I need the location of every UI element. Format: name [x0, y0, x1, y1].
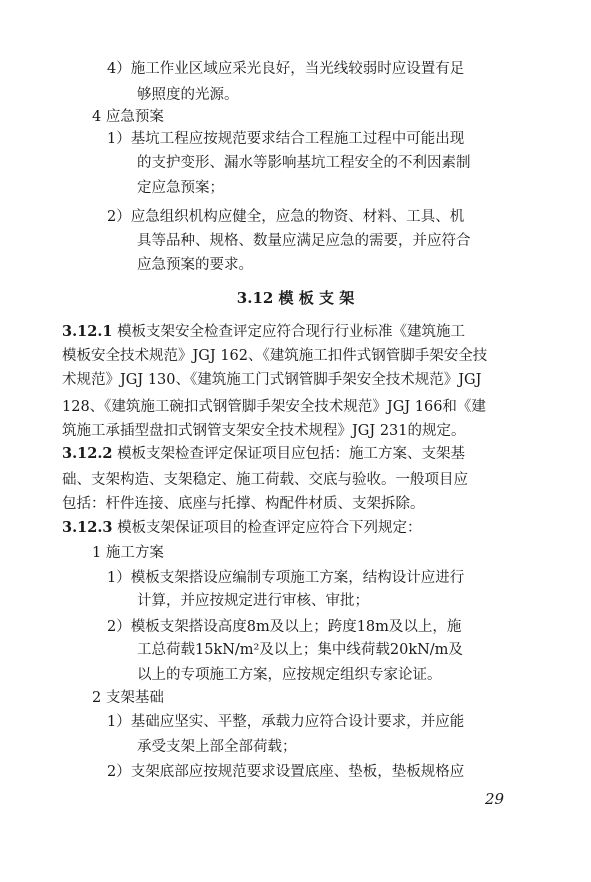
list-item: 计算，并应按规定进行审核、审批； [137, 593, 369, 609]
list-item: 2）应急组织机构应健全，应急的物资、材料、工具、机 [107, 209, 465, 225]
clause-number: 3.12.3 [62, 519, 113, 536]
list-item: 2）支架底部应按规范要求设置底座、垫板，垫板规格应 [107, 764, 465, 780]
subsection-title: 4 应急预案 [92, 109, 164, 125]
list-item: 工总荷载15kN/m²及以上；集中线荷载20kN/m及 [137, 642, 463, 658]
clause-text: 模板支架检查评定保证项目应包括：施工方案、支架基 [117, 446, 466, 462]
list-item: 1）模板支架搭设应编制专项施工方案，结构设计应进行 [107, 570, 465, 586]
list-item: 的支护变形、漏水等影响基坑工程安全的不利因素制 [137, 155, 471, 171]
clause-line [62, 444, 465, 464]
subsection-title: 2 支架基础 [92, 690, 164, 706]
clause-line: 础、支架构造、支架稳定、施工荷载、交底与验收。一般项目应 [62, 472, 468, 488]
list-item: 以上的专项施工方案，应按规定组织专家论证。 [137, 667, 442, 683]
clause-text: 模板支架安全检查评定应符合现行行业标准《建筑施工 [117, 324, 466, 340]
clause-text: 模板支架保证项目的检查评定应符合下列规定： [117, 520, 422, 536]
clause-line [62, 518, 422, 538]
list-item: 1）基础应坚实、平整，承载力应符合设计要求，并应能 [107, 714, 465, 730]
list-item: 4）施工作业区域应采光良好，当光线较弱时应设置有足 [107, 61, 465, 77]
list-item: 定应急预案； [137, 180, 224, 196]
list-item: 具等品种、规格、数量应满足应急的需要，并应符合 [137, 233, 471, 249]
list-item: 1）基坑工程应按规范要求结合工程施工过程中可能出现 [107, 131, 465, 147]
list-item: 承受支架上部全部荷载； [137, 739, 297, 755]
clause-line: 筑施工承插型盘扣式钢管支架安全技术规程》JGJ 231的规定。 [62, 423, 466, 439]
page-number: 29 [485, 790, 505, 808]
clause-line: 128、《建筑施工碗扣式钢管脚手架安全技术规范》JGJ 166和《建 [62, 399, 486, 415]
list-item: 2）模板支架搭设高度8m及以上；跨度18m及以上，施 [107, 619, 462, 635]
clause-line: 术规范》JGJ 130、《建筑施工门式钢管脚手架安全技术规范》JGJ [62, 372, 482, 388]
section-heading: 3.12 模 板 支 架 [236, 289, 355, 307]
clause-number: 3.12.1 [62, 323, 113, 340]
clause-number: 3.12.2 [62, 445, 113, 462]
clause-line: 包括：杆件连接、底座与托撑、构配件材质、支架拆除。 [62, 496, 425, 512]
list-item: 够照度的光源。 [137, 87, 239, 103]
subsection-title: 1 施工方案 [92, 545, 164, 561]
clause-line [62, 322, 465, 342]
list-item: 应急预案的要求。 [137, 257, 253, 273]
clause-line: 模板安全技术规范》JGJ 162、《建筑施工扣件式钢管脚手架安全技 [62, 348, 488, 364]
